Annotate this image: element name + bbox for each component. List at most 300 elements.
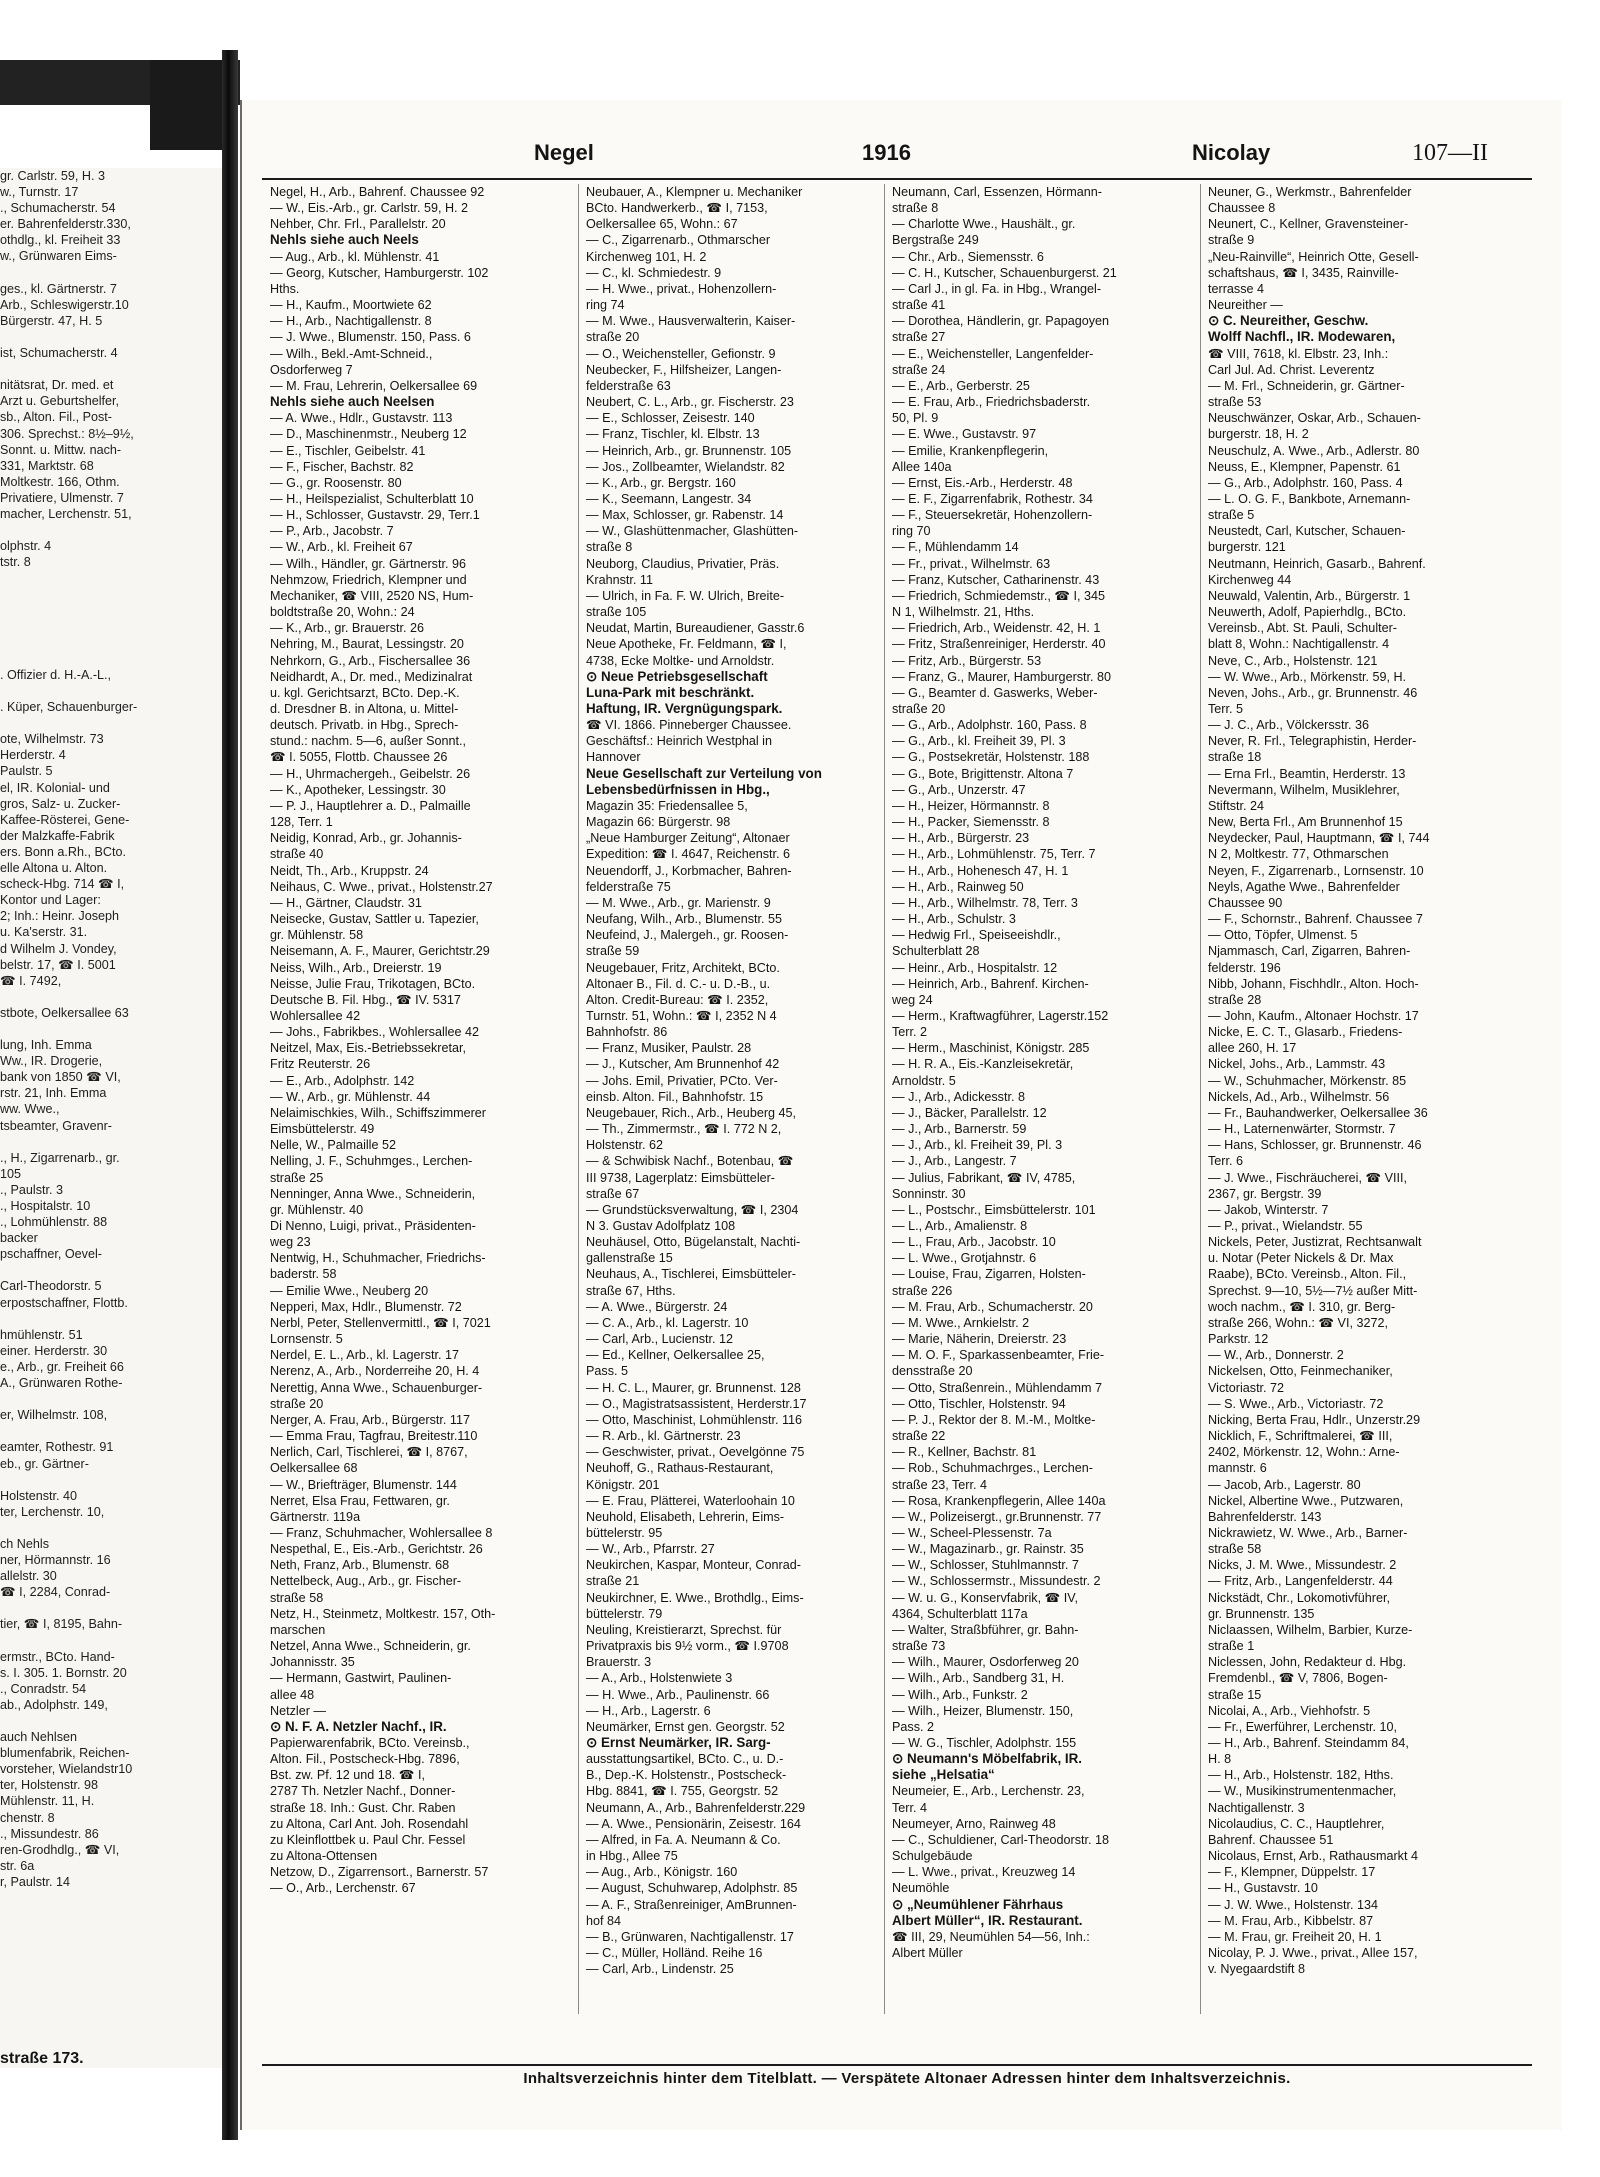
- directory-entry: — O., Magistratsassistent, Herderstr.17: [586, 1396, 807, 1411]
- directory-entry: Negel, H., Arb., Bahrenf. Chaussee 92: [270, 185, 485, 199]
- directory-entry: — G., Beamter d. Gaswerks, Weber-: [892, 685, 1098, 700]
- directory-entry: Netzow, D., Zigarrensort., Barnerstr. 57: [270, 1865, 489, 1880]
- directory-entry: — Fritz, Arb., Langenfelderstr. 44: [1208, 1574, 1393, 1589]
- directory-entry: Neydecker, Paul, Hauptmann, ☎ I, 744: [1208, 831, 1430, 846]
- left-page-line: 306. Sprechst.: 8½–9½,: [0, 426, 134, 441]
- left-page-line: Kaffee-Rösterei, Gene-: [0, 812, 130, 827]
- directory-entry: — & Schwibisk Nachf., Botenbau, ☎: [586, 1154, 794, 1169]
- directory-entry: baderstr. 58: [270, 1267, 337, 1282]
- directory-entry: — A., Arb., Holstenwiete 3: [586, 1671, 733, 1686]
- directory-entry: — P., privat., Wielandstr. 55: [1208, 1219, 1363, 1233]
- left-page-line: Paulstr. 5: [0, 764, 53, 779]
- directory-entry: N 2, Moltkestr. 77, Othmarschen: [1208, 847, 1389, 862]
- left-page-line: 2; Inh.: Heinr. Joseph: [0, 909, 120, 924]
- directory-entry: Nickel, Johs., Arb., Lammstr. 43: [1208, 1057, 1386, 1072]
- directory-entry: Neuling, Kreistierarzt, Sprechst. für: [586, 1622, 782, 1637]
- directory-entry: gr. Brunnenstr. 135: [1208, 1606, 1315, 1621]
- directory-entry: Nickels, Ad., Arb., Wilhelmstr. 56: [1208, 1089, 1390, 1104]
- directory-entry: straße 58: [270, 1590, 324, 1605]
- directory-entry: — H., Uhrmachergeh., Geibelstr. 26: [270, 766, 471, 781]
- directory-entry: Nicks, J. M. Wwe., Missundestr. 2: [1208, 1558, 1397, 1573]
- directory-entry: — E., Tischler, Geibelstr. 41: [270, 443, 426, 458]
- directory-entry: — W. Wwe., Arb., Mörkenstr. 59, H.: [1208, 669, 1407, 684]
- directory-entry: — C., Müller, Holländ. Reihe 16: [586, 1946, 763, 1961]
- directory-entry: — M. Frau, gr. Freiheit 20, H. 1: [1208, 1929, 1382, 1944]
- directory-entry: — M. Frau, Arb., Kibbelstr. 87: [1208, 1913, 1374, 1928]
- directory-entry: straße 67, Hths.: [586, 1283, 676, 1298]
- directory-entry: — C., Schuldiener, Carl-Theodorstr. 18: [892, 1832, 1109, 1847]
- directory-entry: straße 20: [270, 1396, 324, 1411]
- directory-entry: Neuborg, Claudius, Privatier, Präs.: [586, 556, 780, 571]
- directory-entry: — Fr., Ewerführer, Lerchenstr. 10,: [1208, 1719, 1397, 1734]
- directory-entry: Neubecker, F., Hilfsheizer, Langen-: [586, 362, 782, 377]
- directory-entry: — Charlotte Wwe., Haushält., gr.: [892, 217, 1076, 232]
- directory-entry: straße 20: [892, 702, 946, 716]
- directory-entry: Neukirchen, Kaspar, Monteur, Conrad-: [586, 1558, 801, 1573]
- column-divider: [884, 184, 885, 2014]
- directory-entry: — W., Arb., Donnerstr. 2: [1208, 1348, 1344, 1363]
- directory-entry: — M. Wwe., Arnkielstr. 2: [892, 1315, 1030, 1330]
- directory-entry: — H. Wwe., Arb., Paulinenstr. 66: [586, 1687, 770, 1702]
- directory-entry: — H., Arb., Lagerstr. 6: [586, 1703, 711, 1718]
- left-page-line: [0, 361, 222, 377]
- directory-entry: Nelle, W., Palmaille 52: [270, 1138, 396, 1153]
- directory-entry: — R., Kellner, Bachstr. 81: [892, 1445, 1037, 1460]
- directory-entry: Nachtigallenstr. 3: [1208, 1800, 1305, 1815]
- directory-entry: — H., Arb., Rainweg 50: [892, 879, 1024, 894]
- directory-entry: Netzler —: [270, 1703, 326, 1718]
- directory-entry: Neuendorff, J., Korbmacher, Bahren-: [586, 863, 792, 878]
- directory-entry: Magazin 35: Friedensallee 5,: [586, 798, 748, 813]
- directory-entry: — K., Seemann, Langestr. 34: [586, 491, 752, 506]
- directory-entry: Neugebauer, Fritz, Architekt, BCto.: [586, 960, 780, 975]
- left-page-line: er, Wilhelmstr. 108,: [0, 1408, 108, 1423]
- directory-entry: Albert Müller: [892, 1946, 963, 1961]
- directory-entry: — D., Maschinenmstr., Neuberg 12: [270, 427, 467, 442]
- directory-entry: — M. Wwe., Arb., gr. Marienstr. 9: [586, 895, 771, 910]
- directory-entry: straße 21: [586, 1574, 640, 1589]
- directory-entry: — M. Frau, Arb., Schumacherstr. 20: [892, 1299, 1093, 1314]
- directory-entry: — Franz, Schuhmacher, Wohlersallee 8: [270, 1525, 493, 1540]
- directory-entry: 2402, Mörkenstr. 12, Wohn.: Arne-: [1208, 1445, 1400, 1460]
- directory-column-1: [270, 184, 528, 2084]
- directory-entry: — H., Arb., Schulstr. 3: [892, 912, 1016, 927]
- directory-entry: — H., Arb., Bürgerstr. 23: [892, 831, 1030, 846]
- directory-entry: straße 8: [892, 201, 939, 216]
- directory-entry: B., Dep.-K. Holstenstr., Postscheck-: [586, 1768, 787, 1783]
- left-page-line: ., Conradstr. 54: [0, 1681, 87, 1696]
- left-page-line: olphstr. 4: [0, 539, 52, 554]
- directory-entry: Oelkersallee 68: [270, 1461, 358, 1476]
- left-page-line: [0, 715, 222, 731]
- directory-entry: Nicolaudius, C. C., Hauptlehrer,: [1208, 1816, 1385, 1831]
- header-page-number: 107—II: [1412, 140, 1488, 166]
- left-page-line: ww. Wwe.,: [0, 1102, 60, 1117]
- directory-entry: Turnstr. 51, Wohn.: ☎ I, 2352 N 4: [586, 1008, 777, 1023]
- directory-entry: — L. Wwe., privat., Kreuzweg 14: [892, 1865, 1076, 1880]
- directory-entry: Kirchenweg 101, H. 2: [586, 249, 707, 264]
- directory-entry: Nerenz, A., Arb., Norderreihe 20, H. 4: [270, 1364, 480, 1379]
- directory-entry: — E., Schlosser, Zeisestr. 140: [586, 411, 755, 426]
- directory-entry: „Neue Hamburger Zeitung“, Altonaer: [586, 831, 790, 846]
- directory-entry: — Johs., Fabrikbes., Wohlersallee 42: [270, 1025, 480, 1040]
- directory-entry: Neisemann, A. F., Maurer, Gerichtstr.29: [270, 944, 490, 959]
- directory-entry: — F., Klempner, Düppelstr. 17: [1208, 1865, 1376, 1880]
- directory-entry: Victoriastr. 72: [1208, 1380, 1285, 1395]
- directory-entry: — H. Wwe., privat., Hohenzollern-: [586, 281, 777, 296]
- directory-entry: straße 226: [892, 1283, 953, 1298]
- directory-entry: Nerlich, Carl, Tischlerei, ☎ I, 8767,: [270, 1445, 468, 1460]
- directory-entry: Neumann, Carl, Essenzen, Hörmann-: [892, 185, 1102, 199]
- directory-entry: Nerger, A. Frau, Arb., Bürgerstr. 117: [270, 1412, 470, 1427]
- directory-entry: Nentwig, H., Schuhmacher, Friedrichs-: [270, 1251, 486, 1266]
- directory-entry: Neitzel, Max, Eis.-Betriebssekretar,: [270, 1041, 466, 1056]
- left-page-line: A., Grünwaren Rothe-: [0, 1376, 123, 1391]
- directory-entry: — Hermann, Gastwirt, Paulinen-: [270, 1671, 452, 1686]
- left-page-line: Privatiere, Ulmenstr. 7: [0, 490, 124, 505]
- left-page-line: e., Arb., gr. Freiheit 66: [0, 1359, 124, 1374]
- directory-entry: — Heinrich, Arb., Bahrenf. Kirchen-: [892, 976, 1089, 991]
- directory-entry: ring 74: [586, 298, 625, 313]
- page-header: [242, 140, 1562, 170]
- directory-entry: Terr. 2: [892, 1025, 927, 1040]
- directory-entry: — W., Schuhmacher, Mörkenstr. 85: [1208, 1073, 1407, 1088]
- page-footer-note: Inhaltsverzeichnis hinter dem Titelblatt. — Verspätete Altonaer Adressen hinter dem Inhaltsverzeichnis.: [523, 2070, 1291, 2087]
- directory-entry: — August, Schuhwarep, Adolphstr. 85: [586, 1881, 798, 1896]
- directory-entry: Königstr. 201: [586, 1477, 660, 1492]
- left-page-line: s. I. 305. 1. Bornstr. 20: [0, 1665, 127, 1680]
- directory-entry: gr. Mühlenstr. 40: [270, 1202, 364, 1217]
- directory-entry: Johannisstr. 35: [270, 1655, 355, 1670]
- left-page-line: scheck-Hbg. 714 ☎ I,: [0, 877, 125, 892]
- left-page-line: str. 6a: [0, 1858, 35, 1873]
- directory-entry: H. 8: [1208, 1752, 1232, 1767]
- directory-entry: Altonaer B., Fil. d. C.- u. D.-B., u.: [586, 976, 771, 991]
- column-divider: [1200, 184, 1201, 2014]
- directory-entry: — Herm., Maschinist, Königstr. 285: [892, 1041, 1090, 1056]
- directory-entry: — G., Arb., Unzerstr. 47: [892, 782, 1026, 797]
- left-page-line: ner, Hörmannstr. 16: [0, 1553, 111, 1568]
- directory-entry: — H., Schlosser, Gustavstr. 29, Terr.1: [270, 508, 480, 523]
- directory-entry: — W., Schlossermstr., Missundestr. 2: [892, 1574, 1101, 1589]
- directory-entry: — Wilh., Arb., Sandberg 31, H.: [892, 1671, 1065, 1686]
- directory-entry: — Geschwister, privat., Oevelgönne 75: [586, 1445, 805, 1460]
- directory-entry: — Marie, Näherin, Dreierstr. 23: [892, 1332, 1067, 1347]
- directory-entry: büttelerstr. 95: [586, 1525, 663, 1540]
- directory-entry: — Ulrich, in Fa. F. W. Ulrich, Breite-: [586, 588, 785, 603]
- header-first-name: Negel: [534, 140, 594, 165]
- directory-column-4: [1208, 184, 1466, 2084]
- directory-entry: Neuss, E., Klempner, Papenstr. 61: [1208, 459, 1401, 474]
- directory-entry: Njammasch, Carl, Zigarren, Bahren-: [1208, 944, 1411, 959]
- directory-entry: Nicolay, P. J. Wwe., privat., Allee 157,: [1208, 1946, 1418, 1961]
- left-page-line: erpostschaffner, Flottb.: [0, 1295, 128, 1310]
- directory-entry: — H., Gustavstr. 10: [1208, 1881, 1318, 1896]
- directory-entry: Neuner, G., Werkmstr., Bahrenfelder: [1208, 185, 1412, 199]
- left-page-fragment: [0, 168, 222, 2068]
- directory-entry: Albert Müller“, IR. Restaurant.: [892, 1912, 1083, 1928]
- directory-entry: — H., Arb., Holstenstr. 182, Hths.: [1208, 1768, 1394, 1783]
- left-page-line: eamter, Rothestr. 91: [0, 1440, 114, 1455]
- directory-entry: — Herm., Kraftwagführer, Lagerstr.152: [892, 1008, 1109, 1023]
- directory-entry: Netzel, Anna Wwe., Schneiderin, gr.: [270, 1639, 471, 1654]
- directory-entry: — M. Frau, Lehrerin, Oelkersallee 69: [270, 378, 478, 393]
- directory-entry: Di Nenno, Luigi, privat., Präsidenten-: [270, 1219, 476, 1233]
- left-page-lines: [0, 168, 222, 1890]
- directory-entry: straße 266, Wohn.: ☎ VI, 3272,: [1208, 1315, 1388, 1330]
- directory-entry: — L., Postschr., Eimsbüttelerstr. 101: [892, 1202, 1096, 1217]
- directory-entry: Parkstr. 12: [1208, 1332, 1269, 1347]
- left-page-line: [0, 1311, 222, 1327]
- directory-entry: 128, Terr. 1: [270, 815, 333, 830]
- left-page-line: 331, Marktstr. 68: [0, 458, 94, 473]
- directory-entry: Nenninger, Anna Wwe., Schneiderin,: [270, 1186, 476, 1201]
- directory-entry: ☎ VI. 1866. Pinneberger Chaussee.: [586, 718, 792, 733]
- directory-entry: — Heinr., Arb., Hospitalstr. 12: [892, 960, 1058, 975]
- directory-entry: straße 28: [1208, 992, 1262, 1007]
- directory-entry: straße 9: [1208, 233, 1255, 248]
- directory-entry: — W., Arb., Pfarrstr. 27: [586, 1542, 715, 1557]
- directory-entry: — H., Arb., Nachtigallenstr. 8: [270, 314, 432, 329]
- directory-entry: zu Altona-Ottensen: [270, 1849, 378, 1864]
- left-page-line: Mühlenstr. 11, H.: [0, 1794, 95, 1809]
- left-page-line: [0, 635, 222, 651]
- left-page-line: 105: [0, 1166, 22, 1181]
- directory-entry: Neuschwänzer, Oskar, Arb., Schauen-: [1208, 411, 1421, 426]
- directory-entry: ⊙ Ernst Neumärker, IR. Sarg-: [586, 1735, 771, 1750]
- directory-entry: 4738, Ecke Moltke- und Arnoldstr.: [586, 653, 775, 668]
- directory-entry: Nehls siehe auch Neelsen: [270, 394, 435, 410]
- directory-entry: Nehring, M., Baurat, Lessingstr. 20: [270, 637, 464, 652]
- directory-entry: u. kgl. Gerichtsarzt, BCto. Dep.-K.: [270, 685, 460, 700]
- left-page-line: Bürgerstr. 47, H. 5: [0, 313, 103, 328]
- directory-entry: — C. A., Arb., kl. Lagerstr. 10: [586, 1315, 749, 1330]
- directory-entry: Nelaimischkies, Wilh., Schiffszimmerer: [270, 1105, 486, 1120]
- directory-entry: straße 18: [1208, 750, 1262, 765]
- directory-entry: Expedition: ☎ I. 4647, Reichenstr. 6: [586, 847, 791, 862]
- directory-entry: Terr. 5: [1208, 702, 1243, 716]
- directory-entry: — Friedrich, Schmiedemstr., ☎ I, 345: [892, 588, 1106, 603]
- directory-entry: allee 260, H. 17: [1208, 1041, 1297, 1056]
- directory-entry: Kirchenweg 44: [1208, 572, 1292, 587]
- directory-entry: Lebensbedürfnissen in Hbg.,: [586, 781, 770, 797]
- directory-entry: Neumeier, E., Arb., Lerchenstr. 23,: [892, 1784, 1085, 1799]
- directory-entry: Neuwald, Valentin, Arb., Bürgerstr. 1: [1208, 588, 1411, 603]
- directory-entry: — Franz, G., Maurer, Hamburgerstr. 80: [892, 669, 1112, 684]
- directory-entry: Gärtnerstr. 119a: [270, 1509, 361, 1524]
- directory-entry: 2787 Th. Netzler Nachf., Donner-: [270, 1784, 456, 1799]
- directory-entry: Fritz Reuterstr. 26: [270, 1057, 371, 1072]
- directory-entry: Bahrenfelderstr. 143: [1208, 1509, 1322, 1524]
- directory-entry: Neuhaus, A., Tischlerei, Eimsbütteler-: [586, 1267, 796, 1282]
- left-page-line: Ww., IR. Drogerie,: [0, 1054, 103, 1069]
- directory-entry: — Jos., Zollbeamter, Wielandstr. 82: [586, 459, 785, 474]
- directory-entry: straße 24: [892, 362, 946, 377]
- left-page-line: Sonnt. u. Mittw. nach-: [0, 442, 122, 457]
- directory-entry: allee 48: [270, 1687, 315, 1702]
- left-page-line: [0, 1713, 222, 1729]
- column-divider: [578, 184, 579, 2014]
- directory-entry: straße 18. Inh.: Gust. Chr. Raben: [270, 1800, 456, 1815]
- directory-entry: Neufang, Wilh., Arb., Blumenstr. 55: [586, 912, 782, 927]
- directory-entry: Chaussee 8: [1208, 201, 1276, 216]
- directory-entry: Neutmann, Heinrich, Gasarb., Bahrenf.: [1208, 556, 1426, 571]
- directory-entry: — Grundstücksverwaltung, ☎ I, 2304: [586, 1202, 799, 1217]
- scan-shadow-corner: [150, 60, 230, 150]
- directory-entry: Nickelsen, Otto, Feinmechaniker,: [1208, 1364, 1393, 1379]
- directory-entry: Neidhardt, A., Dr. med., Medizinalrat: [270, 669, 473, 684]
- directory-entry: hof 84: [586, 1913, 622, 1928]
- directory-column-2: [586, 184, 844, 2084]
- directory-entry: N 3. Gustav Adolfplatz 108: [586, 1219, 736, 1233]
- left-page-line: ., H., Zigarrenarb., gr.: [0, 1150, 120, 1165]
- directory-entry: Netz, H., Steinmetz, Moltkestr. 157, Oth-: [270, 1606, 496, 1621]
- directory-entry: — O., Weichensteller, Gefionstr. 9: [586, 346, 776, 361]
- directory-entry: — Franz, Kutscher, Catharinenstr. 43: [892, 572, 1100, 587]
- directory-entry: — E. Frau, Plätterei, Waterloohain 10: [586, 1493, 795, 1508]
- directory-entry: — F., Steuersekretär, Hohenzollern-: [892, 508, 1093, 523]
- directory-entry: Neumöhle: [892, 1881, 950, 1896]
- left-page-line: Holstenstr. 40: [0, 1488, 78, 1503]
- directory-entry: Neue Apotheke, Fr. Feldmann, ☎ I,: [586, 637, 787, 652]
- left-page-line: [0, 989, 222, 1005]
- directory-entry: felderstr. 196: [1208, 960, 1281, 975]
- directory-entry: — Ernst, Eis.-Arb., Herderstr. 48: [892, 475, 1073, 490]
- directory-entry: — Jacob, Arb., Lagerstr. 80: [1208, 1477, 1361, 1492]
- directory-entry: straße 23, Terr. 4: [892, 1477, 987, 1492]
- directory-entry: Geschäftsf.: Heinrich Westphal in: [586, 734, 772, 749]
- left-page-line: Moltkestr. 166, Othm.: [0, 474, 120, 489]
- directory-entry: — E., Arb., Gerberstr. 25: [892, 378, 1030, 393]
- directory-entry: densstraße 20: [892, 1364, 973, 1379]
- directory-entry: felderstraße 75: [586, 879, 671, 894]
- directory-entry: Nehber, Chr. Frl., Parallelstr. 20: [270, 217, 446, 232]
- directory-entry: Neidt, Th., Arb., Kruppstr. 24: [270, 863, 429, 878]
- directory-entry: — L., Arb., Amalienstr. 8: [892, 1219, 1028, 1233]
- left-page-line: w., Turnstr. 17: [0, 185, 79, 200]
- directory-entry: woch nachm., ☎ I. 310, gr. Berg-: [1208, 1299, 1396, 1314]
- directory-entry: — A. Wwe., Pensionärin, Zeisestr. 164: [586, 1816, 801, 1831]
- directory-entry: — Otto, Töpfer, Ulmenst. 5: [1208, 928, 1358, 943]
- directory-entry: 50, Pl. 9: [892, 411, 939, 426]
- directory-entry: — M. O. F., Sparkassenbeamter, Frie-: [892, 1348, 1105, 1363]
- left-page-line: w., Grünwaren Eims-: [0, 249, 117, 264]
- directory-entry: — W., Schlosser, Stuhlmannstr. 7: [892, 1558, 1079, 1573]
- directory-entry: — Max, Schlosser, gr. Rabenstr. 14: [586, 508, 784, 523]
- directory-entry: straße 20: [586, 330, 640, 345]
- directory-entry: — W. u. G., Konservfabrik, ☎ IV,: [892, 1590, 1078, 1605]
- directory-entry: — K., Apotheker, Lessingstr. 30: [270, 782, 446, 797]
- directory-entry: — G., Postsekretär, Holstenstr. 188: [892, 750, 1090, 765]
- directory-entry: — Emilie Wwe., Neuberg 20: [270, 1283, 429, 1298]
- left-page-line: [0, 1134, 222, 1150]
- left-page-line: elle Altona u. Alton.: [0, 861, 108, 876]
- directory-entry: — Friedrich, Arb., Weidenstr. 42, H. 1: [892, 621, 1101, 636]
- directory-entry: — J., Arb., Adickesstr. 8: [892, 1089, 1025, 1104]
- directory-entry: Luna-Park mit beschränkt.: [586, 684, 755, 700]
- directory-entry: Neven, Johs., Arb., gr. Brunnenstr. 46: [1208, 685, 1418, 700]
- directory-entry: Neufeind, J., Malergeh., gr. Roosen-: [586, 928, 789, 943]
- left-page-line: [0, 1391, 222, 1407]
- left-page-line: lung, Inh. Emma: [0, 1038, 92, 1053]
- directory-entry: Nespethal, E., Eis.-Arb., Gerichtstr. 26: [270, 1542, 483, 1557]
- directory-entry: — J., Arb., Langestr. 7: [892, 1154, 1017, 1169]
- directory-entry: Bahnhofstr. 86: [586, 1025, 668, 1040]
- left-page-line: [0, 522, 222, 538]
- directory-entry: — P., Arb., Jacobstr. 7: [270, 524, 394, 539]
- directory-entry: Neuschulz, A. Wwe., Arb., Adlerstr. 80: [1208, 443, 1420, 458]
- directory-entry: — G., Arb., kl. Freiheit 39, Pl. 3: [892, 734, 1066, 749]
- directory-entry: Nelling, J. F., Schuhmges., Lerchen-: [270, 1154, 473, 1169]
- directory-entry: Haftung, IR. Vergnügungspark.: [586, 701, 783, 716]
- directory-entry: — C., Zigarrenarb., Othmarscher: [586, 233, 771, 248]
- left-page-line: tsbeamter, Gravenr-: [0, 1118, 112, 1133]
- directory-entry: — J., Bäcker, Parallelstr. 12: [892, 1105, 1047, 1120]
- directory-entry: Sonninstr. 30: [892, 1186, 966, 1201]
- directory-entry: — W., Scheel-Plessenstr. 7a: [892, 1525, 1052, 1540]
- left-page-line: [0, 1520, 222, 1536]
- directory-entry: Holstenstr. 62: [586, 1138, 664, 1153]
- directory-entry: Neyen, F., Zigarrenarb., Lornsenstr. 10: [1208, 863, 1424, 878]
- directory-entry: weg 24: [892, 992, 933, 1007]
- directory-entry: Lornsenstr. 5: [270, 1332, 343, 1347]
- directory-entry: straße 59: [586, 944, 640, 959]
- directory-entry: — G., Bote, Brigittenstr. Altona 7: [892, 766, 1074, 781]
- directory-entry: — F., Mühlendamm 14: [892, 540, 1019, 555]
- directory-entry: — Otto, Maschinist, Lohmühlenstr. 116: [586, 1412, 803, 1427]
- directory-entry: Nehmzow, Friedrich, Klempner und: [270, 572, 467, 587]
- directory-entry: stund.: nachm. 5—6, außer Sonnt.,: [270, 734, 467, 749]
- directory-entry: deutsch. Privatb. in Hbg., Sprech-: [270, 718, 459, 733]
- directory-entry: — W., Magazinarb., gr. Rainstr. 35: [892, 1542, 1084, 1557]
- directory-entry: straße 105: [586, 605, 647, 620]
- directory-entry: — Wilh., Heizer, Blumenstr. 150,: [892, 1703, 1074, 1718]
- directory-entry: — H. C. L., Maurer, gr. Brunnenst. 128: [586, 1380, 801, 1395]
- directory-entry: Hths.: [270, 281, 300, 296]
- directory-entry: — F., Schornstr., Bahrenf. Chaussee 7: [1208, 912, 1423, 927]
- directory-entry: — H., Arb., Bahrenf. Steindamm 84,: [1208, 1736, 1409, 1750]
- directory-entry: — W., Arb., kl. Freiheit 67: [270, 540, 413, 555]
- directory-entry: gr. Mühlenstr. 58: [270, 928, 364, 943]
- left-page-line: ☎ I. 7492,: [0, 973, 62, 988]
- directory-entry: — G., Arb., Adolphstr. 160, Pass. 4: [1208, 475, 1403, 490]
- directory-entry: d. Dresdner B. in Altona, u. Mittel-: [270, 702, 459, 716]
- directory-entry: Neumann, A., Arb., Bahrenfelderstr.229: [586, 1800, 806, 1815]
- directory-entry: — E., Arb., Adolphstr. 142: [270, 1073, 415, 1088]
- directory-entry: ausstattungsartikel, BCto. C., u. D.-: [586, 1752, 784, 1767]
- left-page-line: Carl-Theodorstr. 5: [0, 1279, 102, 1294]
- left-page-line: ist, Schumacherstr. 4: [0, 346, 118, 361]
- header-year: 1916: [862, 140, 911, 165]
- directory-entry: Nicolaus, Ernst, Arb., Rathausmarkt 4: [1208, 1849, 1418, 1864]
- directory-entry: — Chr., Arb., Siemensstr. 6: [892, 249, 1044, 264]
- directory-entry: — Aug., Arb., kl. Mühlenstr. 41: [270, 249, 440, 264]
- directory-entry: — W., Eis.-Arb., gr. Carlstr. 59, H. 2: [270, 201, 469, 216]
- left-page-line: pschaffner, Oevel-: [0, 1247, 102, 1262]
- directory-entry: Nickrawietz, W. Wwe., Arb., Barner-: [1208, 1525, 1408, 1540]
- directory-entry: — H., Laternenwärter, Stormstr. 7: [1208, 1122, 1396, 1137]
- directory-entry: ☎ I. 5055, Flottb. Chaussee 26: [270, 750, 448, 765]
- directory-entry: Neue Gesellschaft zur Verteilung von: [586, 765, 822, 781]
- directory-entry: u. Notar (Peter Nickels & Dr. Max: [1208, 1251, 1394, 1266]
- directory-page: [240, 100, 1562, 2130]
- directory-entry: — Rob., Schuhmachrges., Lerchen-: [892, 1461, 1093, 1476]
- directory-entry: Sprechst. 9—10, 5½—7½ außer Mitt-: [1208, 1283, 1418, 1298]
- directory-entry: — Wilh., Maurer, Osdorferweg 20: [892, 1655, 1079, 1670]
- left-page-line: ter, Holstenstr. 98: [0, 1778, 99, 1793]
- directory-entry: — C. H., Kutscher, Schauenburgerst. 21: [892, 265, 1117, 280]
- directory-entry: straße 73: [892, 1639, 946, 1654]
